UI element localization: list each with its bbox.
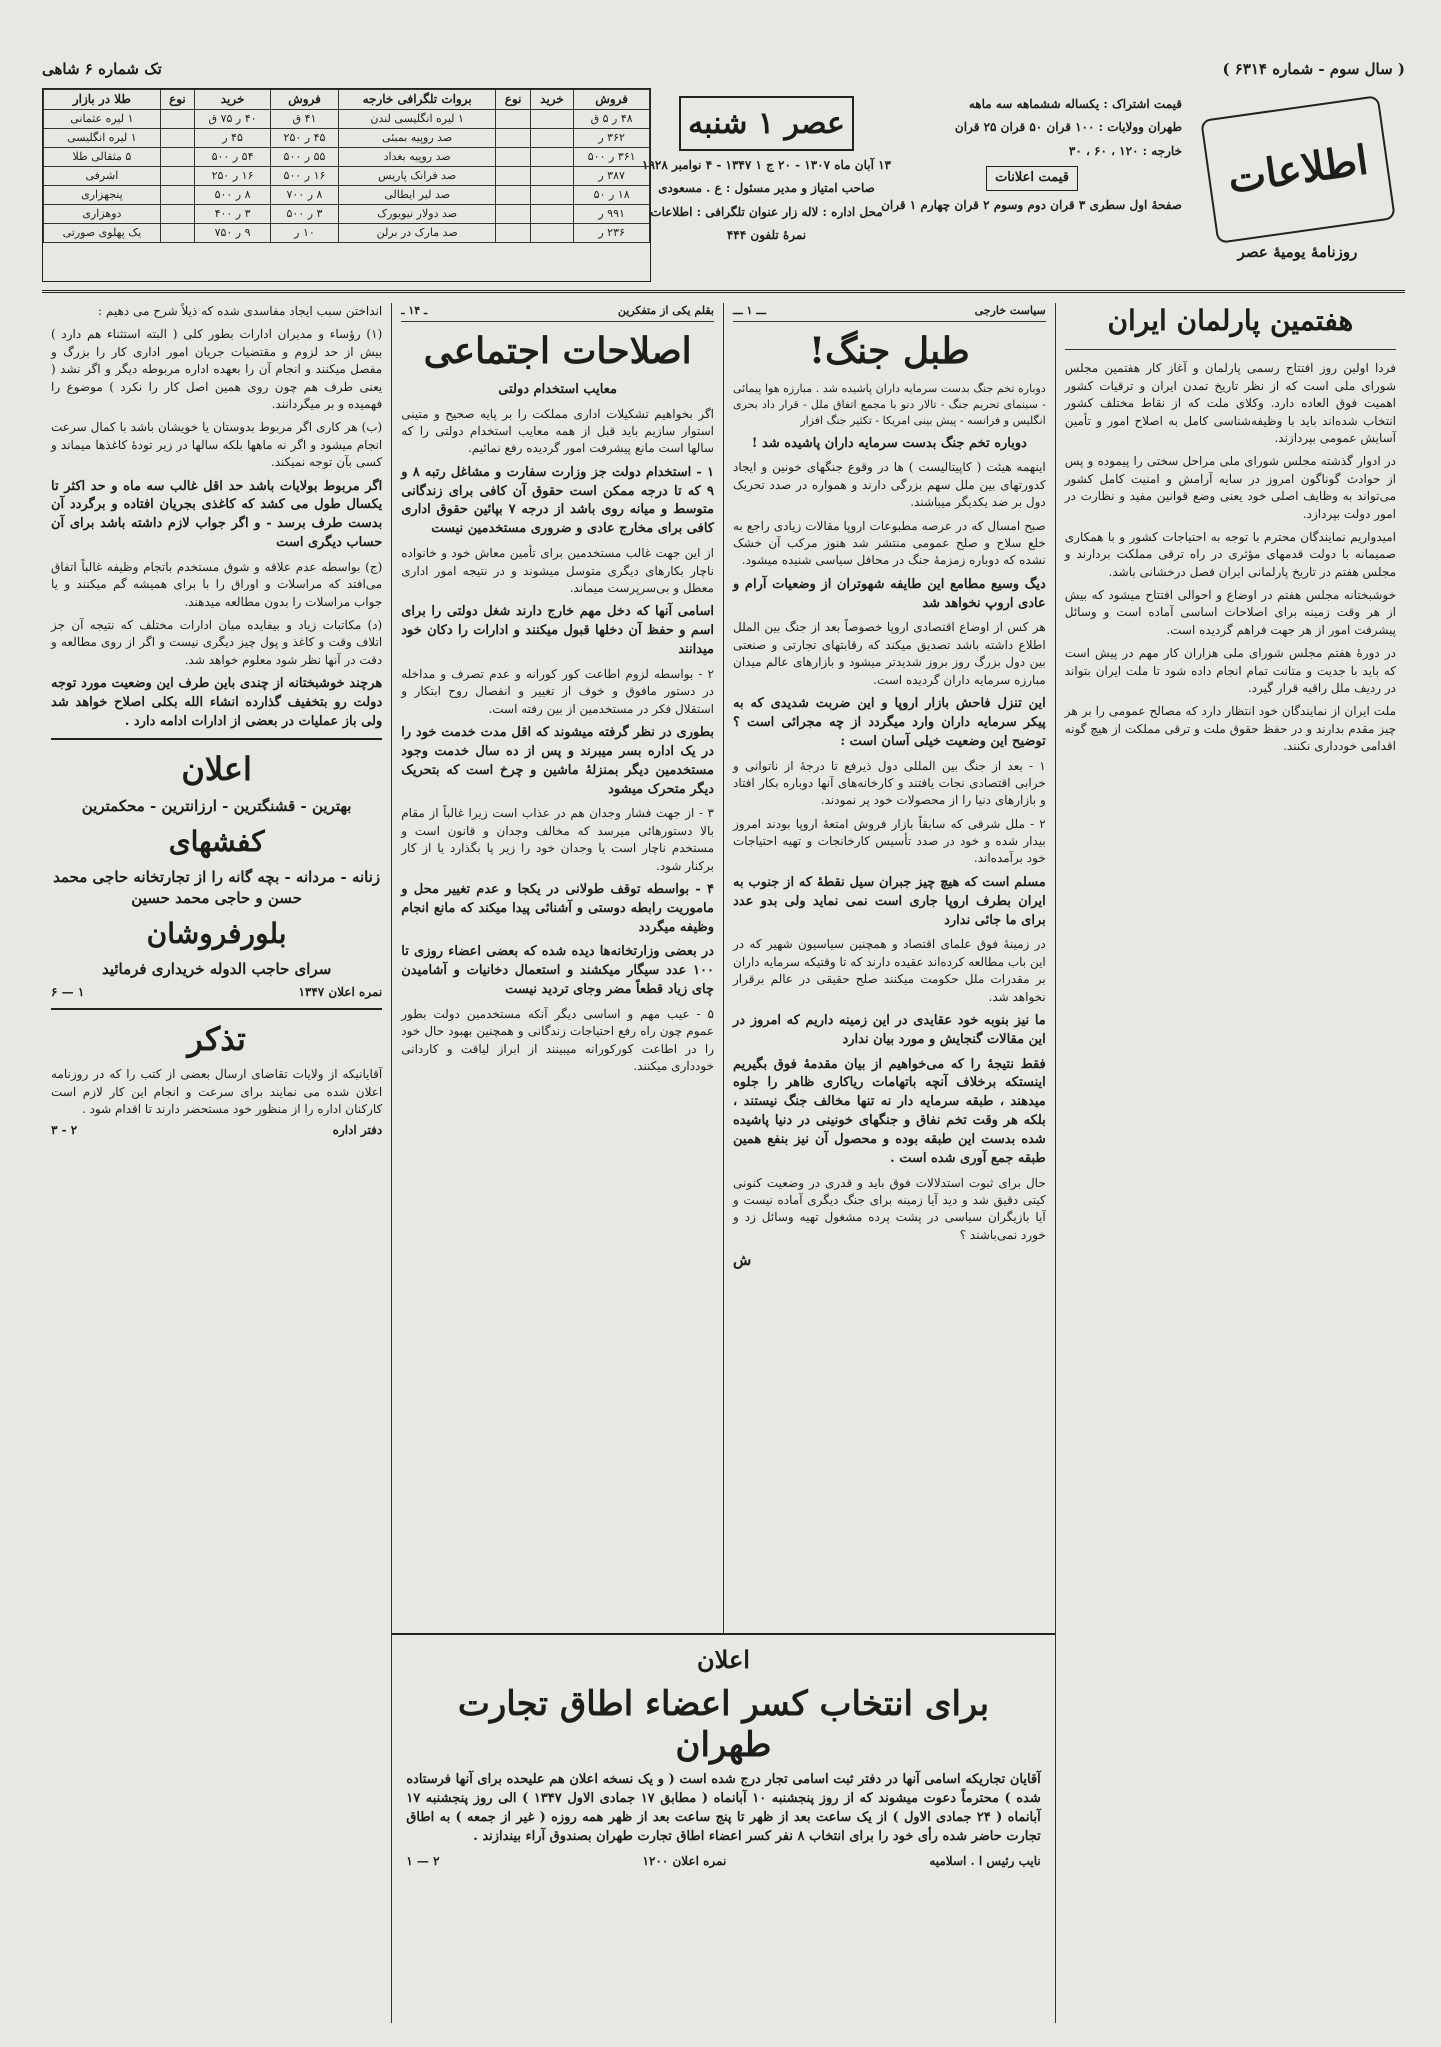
column-continued xyxy=(42,303,391,2023)
paragraph: امیدواریم نمایندگان محترم با توجه به احتیاجات کشور و با همکاری صمیمانه با دولت قدمهای مؤثری در راه ترقی مملکت بردارند و مجلس هفتم در تاریخ پارلمانی ایران فصل درخشانی باشد. xyxy=(1064,529,1396,579)
ad-line: سرای حاجب الدوله خریداری فرمائید xyxy=(101,959,332,978)
fx-cell xyxy=(160,110,194,129)
notice-number: نمره اعلان ۱۲۰۰ xyxy=(642,1853,727,1868)
divider xyxy=(1065,349,1396,350)
fx-cell: دوهزاری xyxy=(44,205,161,224)
center-block xyxy=(391,303,1055,2023)
column-social-reforms xyxy=(392,303,723,1633)
paragraph: ۲ - ملل شرقی که سابقاً بازار فروش امتعهٔ اروپا بودند امروز بیدار شده و خود در صدد تأسیس کارخانجات و تهیه احتیاجات خود برآمده‌اند. xyxy=(733,816,1046,866)
subheading: معایب استخدام دولتی xyxy=(498,381,617,397)
logo: اطلاعات xyxy=(1200,95,1396,244)
bold-paragraph: این تنزل فاحش بازار اروپا و این ضربت شدیدی که به پیکر سرمایه داران وارد میگردد از چه مجرائی است ؟ توضیح این وضعیت خیلی آسان است : xyxy=(733,695,1046,749)
paragraph: (ج) بواسطه عدم علاقه و شوق مستخدم باتجام وظیفه غالباً اتفاق می‌افتد که مراسلات و اوراق را با برای همیشه گم میکنند و یا جواب مراسلات را بدون مطالعه میدهند. xyxy=(51,559,383,609)
paragraph: ۲ - بواسطه لزوم اطاعت کور کورانه و عدم تصرف و مداخله در دستور مافوق و خوف از تغییر و انفصال روح ابتکار و استقلال فکر در مستخدمین از بین رفته است. xyxy=(401,666,714,716)
fx-cell: صد روپیه بمبئی xyxy=(338,129,496,148)
fx-cell: ۱۸ ر ۵۰ xyxy=(574,186,650,205)
fx-cell: ۱ لیره انگلیسی لندن xyxy=(338,110,496,129)
fx-cell xyxy=(530,224,574,243)
fx-cell xyxy=(496,224,530,243)
headline-social-reforms: اصلاحات اجتماعی xyxy=(423,329,692,372)
fx-cell xyxy=(160,224,194,243)
columns xyxy=(42,303,1405,2023)
office-line: محل اداره : لاله زار عنوان تلگرافی : اطلاعات xyxy=(650,204,883,219)
paragraph: هر کس از اوضاع اقتصادی اروپا خصوصاً بعد از جنگ بین الملل اطلاع داشته باشد تصدیق میکند که رقابتهای تجارتی و صنعتی بین دول بزرگ روز بروز شدیدتر میشود و بازارهای عالم میدان مبارزه سرمایه داران گردیده است. xyxy=(733,620,1046,687)
reminder-mark: ۲ - ۳ xyxy=(51,1123,78,1138)
fx-header: فروش xyxy=(574,90,650,110)
top-strip xyxy=(42,58,1405,82)
bold-paragraph: اگر مربوط بولایات باشد حد اقل غالب سه ماه و حد اکثر تا یکسال طول می کشد که کاغذی بجریان افتاده و برگردد آن بدست طرف برسد - و اگر جواب لازم داشته باشد برای آن حساب دیگری است xyxy=(51,478,383,551)
fx-cell: ۴۵ ر xyxy=(195,129,271,148)
fx-header: طلا در بازار xyxy=(44,90,161,110)
fx-header: بروات تلگرافی خارجه xyxy=(338,90,496,110)
fx-cell xyxy=(530,186,574,205)
bold-paragraph: ۴ - بواسطه توقف طولانی در یکجا و عدم تغییر محل و ماموریت رابطه دوستی و آشنائی پیدا میکند که مانع انجام وظیفه میگردد xyxy=(401,881,714,935)
paragraph: ۱ - بعد از جنگ بین المللی دول ذیرفع تا درجهٔ از ناتوانی و خرابی اقتصادی نجات یافتند و کارخانه‌های آنها دوباره بکار افتاد و بازارهای دنیا را از محصولات خود پر نمودند. xyxy=(733,758,1046,808)
ad-footer xyxy=(51,984,382,1001)
fx-cell: پنجهزاری xyxy=(44,186,161,205)
fx-cell: صد دولار نیویورک xyxy=(338,205,496,224)
column-header xyxy=(401,303,714,322)
center-columns xyxy=(392,303,1055,1633)
reminder-notice xyxy=(51,1008,382,1140)
fx-cell: ۳۶۲ ر xyxy=(574,129,650,148)
reminder-text: آقایانیکه از ولایات تقاضای ارسال بعضی از کتب را که در روزنامه اعلان شده می نمایند برای سرعت و انجام این کار لازم است کارکنان اداره را از منظور خود مستحضر دارند تا اقدام شود . xyxy=(51,1067,383,1116)
column-war-drum xyxy=(723,303,1055,1633)
fx-header: نوع xyxy=(160,90,194,110)
fx-header: فروش xyxy=(271,90,339,110)
reminder-title: تذکر xyxy=(187,1019,246,1058)
shoe-advertisement xyxy=(51,738,382,1002)
ad-line: زنانه - مردانه - بچه گانه را از تجارتخانه حاجی محمد حسن و حاجی محمد حسین xyxy=(53,867,381,908)
fx-cell: ۳ ر ۵۰۰ xyxy=(271,205,339,224)
single-price: تک شماره ۶ شاهی xyxy=(42,60,162,79)
fx-cell: ۹ ر ۷۵۰ xyxy=(195,224,271,243)
date-line: ۱۳ آبان ماه ۱۳۰۷ - ۲۰ ج ۱ ۱۳۴۷ - ۴ نوامبر ۱۹۲۸ xyxy=(642,158,891,172)
paragraph: ۵ - عیب مهم و اساسی دیگر آنکه مستخدمین دولت بطور عموم چون راه رفع احتیاجات زندگانی و همچنین بهبود حال خود را در اطاعت کورکورانه میبینند از ابراز لیاقت و کاردانی خودداری میکنند. xyxy=(401,1007,714,1074)
paragraph: از این جهت غالب مستخدمین برای تأمین معاش خود و خانواده ناچار بکارهای دیگری متوسل میشوند و در نتیجه امور اداری معطل و بی‌سرپرست میماند. xyxy=(401,546,714,595)
fx-cell: ۴۱ ق xyxy=(271,110,339,129)
ad-title: اعلان xyxy=(181,749,252,788)
subscription-tehran: طهران وولایات : ۱۰۰ قران ۵۰ قران ۲۵ قران xyxy=(954,120,1182,135)
fx-cell: صد لیر ایطالی xyxy=(338,186,496,205)
page-mark: ـــ ۱ ـــ xyxy=(733,304,766,317)
column-parliament xyxy=(1055,303,1405,2023)
bold-paragraph: ما نیز بنوبه خود عقایدی در این زمینه داریم که امروز در این مقالات گنجایش و مورد بیان ندارد xyxy=(733,1012,1046,1047)
fx-cell: ۳۸۷ ر xyxy=(574,167,650,186)
fx-table xyxy=(43,89,650,243)
fx-header: خرید xyxy=(530,90,574,110)
fx-cell: صد روپیه بغداد xyxy=(338,148,496,167)
section-label: بقلم یکی از متفکرین xyxy=(617,304,714,317)
fx-row xyxy=(44,148,650,167)
ad-brand: کفشهای xyxy=(168,824,265,858)
fx-cell xyxy=(496,167,530,186)
notice-sign: نایب رئیس ا . اسلامیه xyxy=(929,1853,1041,1868)
bold-paragraph: فقط نتیجهٔ را که می‌خواهیم از بیان مقدمهٔ فوق بگیریم اینستکه برخلاف آنچه باتهامات ریاکاری ظاهر را جلوه میدهند ، طبقه سرمایه دار نه تنها مخالف جنگ نیستند ، بلکه هر وقت تخم نفاق و جنگهای خونینی در دنیا پاشیده شده بدست این طبقه بوده و محصول آن نیز بنفع همین طبقه جمع آوری شده است . xyxy=(733,1056,1046,1166)
paragraph: (ب) هر کاری اگر مربوط بدوستان یا خویشان باشد با کمال سرعت انجام میشود و اگر نه ماهها بلکه سالها در زیر تودهٔ کاغذها میماند و کسی بآن توجه نمیکند. xyxy=(51,420,383,470)
fx-cell xyxy=(530,148,574,167)
year-issue: ( سال سوم - شماره ۶۳۱۴ ) xyxy=(1222,60,1405,79)
fx-cell xyxy=(530,205,574,224)
bold-paragraph: هرچند خوشبختانه از چندی باین طرف این وضعیت مورد توجه دولت رو بتخفیف گذارده انشاء الله بکلی اصلاح خواهد شد ولی باز عملیات در بعضی از ادارات ادامه دارد . xyxy=(51,676,383,729)
fx-cell: ۱۶ ر ۵۰۰ xyxy=(271,167,339,186)
logo-tagline: روزنامهٔ یومیهٔ عصر xyxy=(1237,242,1358,261)
headline-war-drum: طبل جنگ! xyxy=(809,329,970,372)
fx-row xyxy=(44,129,650,148)
subheading: دوباره تخم جنگ بدست سرمایه داران پاشیده شد ! xyxy=(751,435,1027,451)
fx-cell: ۵ مثقالی طلا xyxy=(44,148,161,167)
page-mark: ـ ۱۴ ـ xyxy=(401,304,428,317)
paragraph: اگر بخواهیم تشکیلات اداری مملکت را بر پایه صحیح و متینی استوار سازیم باید قبل از همه معایب استخدام دولتی را که سالها است مانع پیشرفت امور گردیده رفع نمائیم. xyxy=(401,406,714,456)
fx-cell xyxy=(530,110,574,129)
bold-paragraph: دیگ وسیع مطامع این طایفه شهوتران از وضعیات آرام و عادی اروپ نخواهد شد xyxy=(733,576,1046,611)
notice-text: آقایان تجاریکه اسامی آنها در دفتر ثبت اسامی تجار درج شده است ( و یک نسخه اعلان هم علیحده برای آنها فرستاده شده ) محترماً دعوت میشوند که از روز پنجشنبه ۱۰ آبانماه ( مطابق ۱۷ جمادی الاول ۱۳۴۷ ) الی روز پنجشنبه ۱۷ آبانماه ( ۲۴ جمادی الاول ) از یک ساعت بعد از ظهر تا پنج ساعت بعد از ظهر همه روزه ( غیر از جمعه ) به اطاق تجارت حاضر شده رأی خود را برای انتخاب ۸ نفر کسر اعضاء اطاق تجارت طهران بصندوق آراء بیندازند . xyxy=(406,1772,1041,1844)
bold-paragraph: اسامی آنها که دخل مهم خارج دارند شغل دولتی را برای اسم و حفظ آن دخلها قبول میکنند و ادارات را دکان خود میدانند xyxy=(401,604,714,657)
fx-cell: صد مارک در برلن xyxy=(338,224,496,243)
bold-paragraph: در بعضی وزارتخانه‌ها دیده شده که بعضی اعضاء روزی تا ۱۰۰ عدد سیگار میکشند و استعمال دخانیات و آشامیدن چای زیاد قطعاً مضر وجای تردید نیست xyxy=(401,944,714,998)
fx-cell xyxy=(496,129,530,148)
fx-cell: ۵۵ ر ۵۰۰ xyxy=(271,148,339,167)
fx-cell xyxy=(160,129,194,148)
subscription-label: قیمت اشتراک : یکساله ششماهه سه ماهه xyxy=(968,97,1182,111)
fx-row xyxy=(44,186,650,205)
fx-cell xyxy=(160,148,194,167)
masthead xyxy=(42,88,1405,293)
fx-cell: ۴۵ ر ۲۵۰ xyxy=(271,129,339,148)
fx-cell: ۲۳۶ ر xyxy=(574,224,650,243)
fx-header: خرید xyxy=(195,90,271,110)
fx-cell: ۴۰ ر ۷۵ ق xyxy=(195,110,271,129)
chamber-election-notice xyxy=(392,1633,1055,2023)
fx-cell xyxy=(496,110,530,129)
reminder-office: دفتر اداره xyxy=(332,1123,383,1138)
fx-cell xyxy=(530,167,574,186)
reminder-footer xyxy=(51,1122,382,1139)
fx-cell: ۳۶۱ ر ۵۰۰ xyxy=(574,148,650,167)
fx-cell: ۵۴ ر ۵۰۰ xyxy=(195,148,271,167)
fx-cell xyxy=(530,129,574,148)
fx-table-box xyxy=(42,88,651,282)
bold-paragraph: ۱ - استخدام دولت جز وزارت سفارت و مشاغل رتبه ۸ و ۹ که تا درجه ممکن است حقوق آن کافی برای زندگانی متوسط و میانه روی باشد از درجه ۷ بپائین حقوق اداری کافی برای مخارج عادی و ضروری مستخدمین نیست xyxy=(401,464,714,537)
ads-label: قیمت اعلانات xyxy=(986,166,1078,191)
fx-cell: صد فرانک پاریس xyxy=(338,167,496,186)
ad-number: نمره اعلان ۱۳۴۷ xyxy=(298,985,383,1000)
fx-cell xyxy=(160,205,194,224)
paragraph: انداختن سبب ایجاد مفاسدی شده که ذیلاً شرح می دهیم : xyxy=(98,304,383,318)
ad-brand: بلورفروشان xyxy=(146,917,287,950)
fx-cell xyxy=(160,186,194,205)
fx-row xyxy=(44,167,650,186)
fx-cell: ۱۶ ر ۲۵۰ xyxy=(195,167,271,186)
fx-cell: اشرفی xyxy=(44,167,161,186)
paragraph: فردا اولین روز افتتاح رسمی پارلمان و آغاز کار هفتمین مجلس شورای ملی است که از نظر تاریخ تمدن ایران و ترقیات کشور اهمیت فوق العاده دارد. وکلای ملت که از نقاط مختلف کشور انتخاب شده‌اند باید با وظیفه‌شناسی کامل به اصلاح امور و تأمین آسایش عمومی بپردازند. xyxy=(1064,361,1396,445)
fx-cell: ۸ ر ۵۰۰ xyxy=(195,186,271,205)
paragraph: در زمینهٔ فوق علمای اقتصاد و همچنین سیاسیون شهیر که در این باب مطالعه کرده‌اند عقیده دارند که تا وقتیکه سرمایه داران بر مقدرات ملل حکومت میکنند صلح حقیقی در عالم برقرار نخواهد شد. xyxy=(733,937,1046,1004)
paragraph: در ادوار گذشته مجلس شورای ملی مراحل سختی را پیموده و پس از حوادث گوناگون امروز در سایه آرامش و امنیت کامل کشور می‌تواند به وظایف اصلی خود یعنی وضع قوانین مفید و نظارت در امور دولت بپردازد. xyxy=(1064,454,1396,521)
ads-rates: صفحهٔ اول سطری ۳ قران دوم وسوم ۲ قران چهارم ۱ قران xyxy=(881,198,1182,213)
paper-title: عصر ۱ شنبه xyxy=(679,96,854,151)
paragraph: حال برای ثبوت استدلالات فوق باید و قدری در وضعیت کنونی کیتی دقیق شد و دید آیا زمینه برای جنگ دیگری آماده نیست و آیا بازیگران سیاسی در پشت پرده مشغول تهیه وسائل زد و خورد نمی‌باشند ؟ xyxy=(733,1175,1046,1242)
ad-line: بهترین - قشنگترین - ارزانترین - محکمترین xyxy=(81,797,352,816)
fx-row xyxy=(44,205,650,224)
notice-mark: ۲ — ۱ xyxy=(406,1853,440,1868)
fx-cell xyxy=(160,167,194,186)
fx-cell xyxy=(496,186,530,205)
lead-summary: دوباره تخم جنگ بدست سرمایه داران پاشیده شد . مبارزه هوا پیمائی - سینمای تحریم جنگ - تالار دنو با مجمع اتفاق ملل - قرار داد بحری انگلیس و فرانسه - پیش بینی امریکا - تکثیر جنگ افزار xyxy=(733,381,1046,427)
fx-cell: ۱ لیره عثمانی xyxy=(44,110,161,129)
fx-cell: ۳ ر ۴۰۰ xyxy=(195,205,271,224)
section-label: سیاست خارجی xyxy=(974,304,1046,317)
fx-row xyxy=(44,110,650,129)
notice-label: اعلان xyxy=(697,1645,750,1674)
paragraph: ملت ایران از نمایندگان خود انتظار دارد که مصالح عمومی را بر هر چیز مقدم بدارند و در حفظ حقوق ملت و ترقی مملکت از هیچ گونه اقدامی خودداری نکنند. xyxy=(1064,704,1396,754)
fx-cell: یک پهلوی صورتی xyxy=(44,224,161,243)
fx-cell: ۴۸ ر ۵ ق xyxy=(574,110,650,129)
signature: ش xyxy=(733,1251,752,1270)
fx-cell: ۱۰ ر xyxy=(271,224,339,243)
owner-line: صاحب امتیاز و مدیر مسئول : ع . مسعودی xyxy=(658,181,875,196)
fx-header: نوع xyxy=(496,90,530,110)
fx-cell xyxy=(496,148,530,167)
notice-title: برای انتخاب کسر اعضاء اطاق تجارت طهران xyxy=(457,1683,990,1765)
fx-cell xyxy=(496,205,530,224)
subscription-abroad: خارجه : ۱۲۰ ، ۶۰ ، ۳۰ xyxy=(1068,143,1182,158)
masthead-prices xyxy=(882,88,1182,282)
paragraph: در دورهٔ هفتم مجلس شورای ملی هزاران کار مهم در پیش است که باید با جدیت و متانت تمام انجام داده شود تا ملت ایران بتواند در ردیف ملل راقیه قرار گیرد. xyxy=(1064,646,1396,696)
column-header xyxy=(733,303,1046,322)
ad-mark: ۱ — ۶ xyxy=(51,985,85,1000)
paragraph: صبح امسال که در عرصه مطبوعات اروپا مقالات زیادی راجع به خلع سلاح و صلح عمومی منتشر شد هنوز مرکب آن خشک نشده که دوباره زمزمهٔ جنگ در محافل سیاسی شنیده میشود. xyxy=(733,518,1046,568)
fx-cell: ۸ ر ۷۰۰ xyxy=(271,186,339,205)
bold-paragraph: بطوری در نظر گرفته میشوند که اقل مدت خدمت خود را در یک اداره بسر میبرند و پس از ده سال خدمت وجود مستخدمین دیگر بمنزلهٔ ماشین و چرخ است که بتحریک دیگر متحرک میشود xyxy=(401,725,714,797)
masthead-logo xyxy=(1190,88,1405,282)
notice-footer xyxy=(406,1853,1041,1870)
paragraph: (د) مکاتبات زیاد و بیفایده میان ادارات مختلف که نتیجه آن جز اتلاف وقت و کاغذ و پول چیز دیگری نیست و اگر از روی مطالعه و دقت در آنها نظر شود معلوم خواهد شد. xyxy=(51,618,383,667)
paragraph: خوشبختانه مجلس هفتم در اوضاع و احوالی افتتاح میشود که بیش از هر وقت زمینه برای اصلاحات اساسی آماده است و وسائل پیشرفت امور از هر جهت فراهم گردیده است. xyxy=(1064,588,1396,637)
bold-paragraph: مسلم است که هیچ چیز جبران سیل نقطهٔ که از جنوب به ایران بطرف اروپا جاری است نمی نماید ولی بدو عدد برای ما جائی ندارد xyxy=(733,874,1046,928)
fx-cell: ۹۹۱ ر xyxy=(574,205,650,224)
paragraph: اینهمه هیئت ( کاپیتالیست ) ها در وقوع جنگهای خونین و ایجاد کدورتهای بین ملل سهم بزرگی دارند و همواره در صدد تحریک دول بر ضد یکدیگر میباشند. xyxy=(733,460,1046,510)
paragraph: (۱) رؤساء و مدیران ادارات بطور کلی ( البته استثناء هم دارد ) بیش از حد لزوم و مقتضیات جریان امور اداری کار را بزرگ و مفصل میکنند و انجام آن را بعهده اداره مربوطه دیگر و اگر نشد ( یعنی طرف هم چون روی همین اصل کار را نکرد ) موضوع را فهمیده و بر میگردانند. xyxy=(51,327,383,411)
paragraph: ۳ - از جهت فشار وجدان هم در عذاب است زیرا غالباً از مقام بالا دستورهائی میرسد که مخالف وجدان و قانون است و مستخدم ناچار است یا وجدان خود را زیر پا بگذارد یا از کار برکنار شود. xyxy=(401,806,714,873)
phone-line: نمرهٔ تلفون ۴۴۴ xyxy=(726,228,807,243)
fx-cell: ۱ لیره انگلیسی xyxy=(44,129,161,148)
fx-row xyxy=(44,224,650,243)
headline-parliament: هفتمین پارلمان ایران xyxy=(1107,304,1354,337)
masthead-title xyxy=(642,88,891,282)
